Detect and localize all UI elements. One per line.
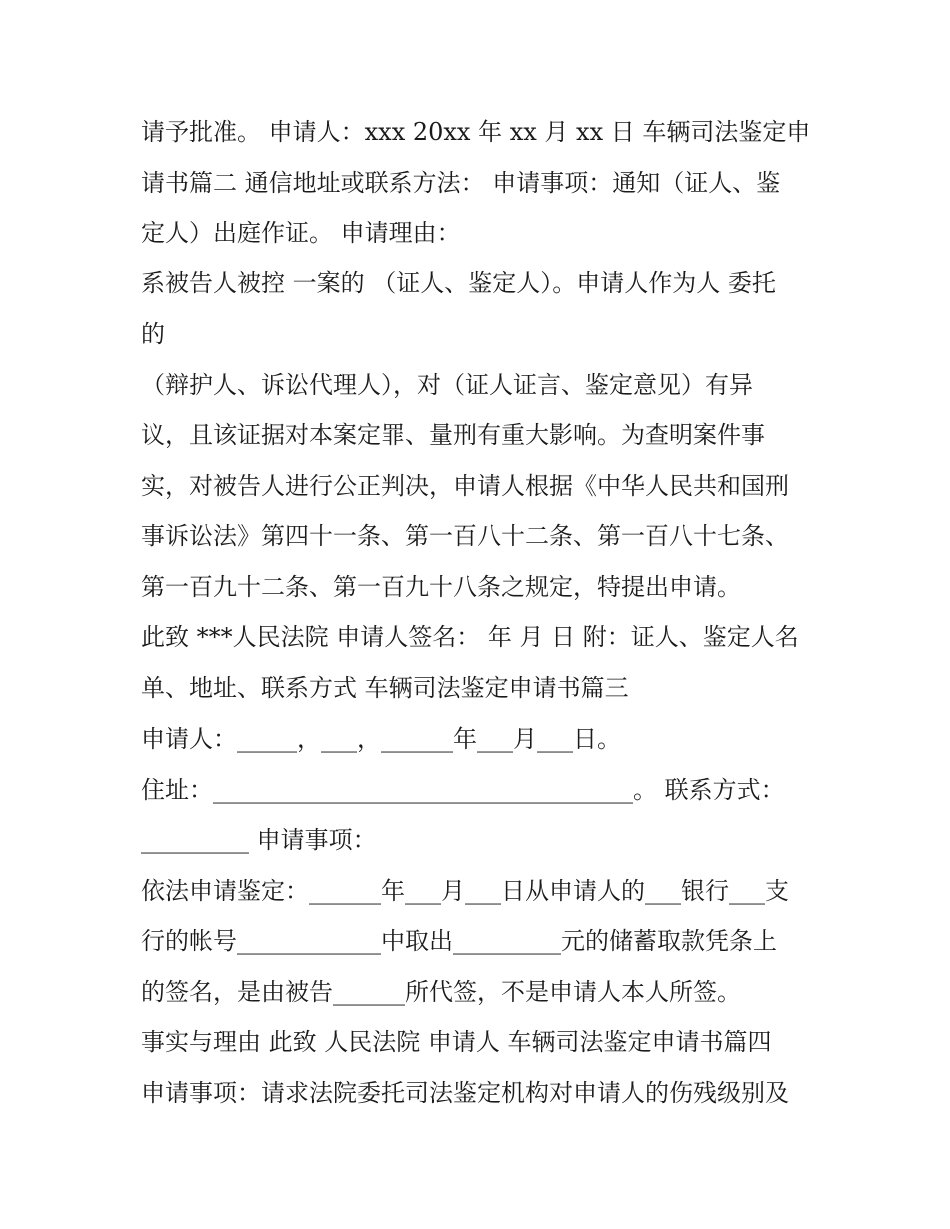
text-line: 事诉讼法》第四十一条、第一百八十二条、第一百八十七条、: [141, 522, 789, 550]
text-line: 行的帐号____________中取出_________元的储蓄取款凭条上: [141, 927, 777, 955]
text-line: （辩护人、诉讼代理人），对（证人证言、鉴定意见）有异: [141, 371, 753, 399]
text-line: 系被告人被控 一案的 （证人、鉴定人）。申请人作为人 委托: [141, 269, 776, 297]
text-line: _________ 申请事项：: [141, 826, 377, 854]
text-line: 定人）出庭作证。 申请理由：: [141, 219, 461, 247]
text-line: 事实与理由 此致 人民法院 申请人 车辆司法鉴定申请书篇四: [141, 1028, 772, 1056]
text-line: 的: [141, 320, 165, 348]
text-line: 实，对被告人进行公正判决，申请人根据《中华人民共和国刑: [141, 472, 789, 500]
text-line: 单、地址、联系方式 车辆司法鉴定申请书篇三: [141, 674, 629, 702]
text-line: 请书篇二 通信地址或联系方法： 申请事项：通知（证人、鉴: [141, 169, 781, 197]
text-line: 住址：___________________________________。 联系方式：: [141, 776, 785, 804]
text-line: 第一百九十二条、第一百九十八条之规定，特提出申请。: [141, 573, 741, 601]
text-line: 申请人：_____，___，______年___月___日。: [141, 725, 621, 753]
text-line: 此致 ***人民法院 申请人签名： 年 月 日 附：证人、鉴定人名: [141, 623, 799, 651]
text-line: 议，且该证据对本案定罪、量刑有重大影响。为查明案件事: [141, 421, 765, 449]
text-line: 依法申请鉴定：______年___月___日从申请人的___银行___支: [141, 877, 789, 905]
text-line: 请予批准。 申请人：xxx 20xx 年 xx 月 xx 日 车辆司法鉴定申: [141, 118, 811, 146]
text-line: 申请事项：请求法院委托司法鉴定机构对申请人的伤残级别及: [141, 1079, 789, 1107]
text-line: 的签名，是由被告______所代签，不是申请人本人所签。: [141, 978, 741, 1006]
